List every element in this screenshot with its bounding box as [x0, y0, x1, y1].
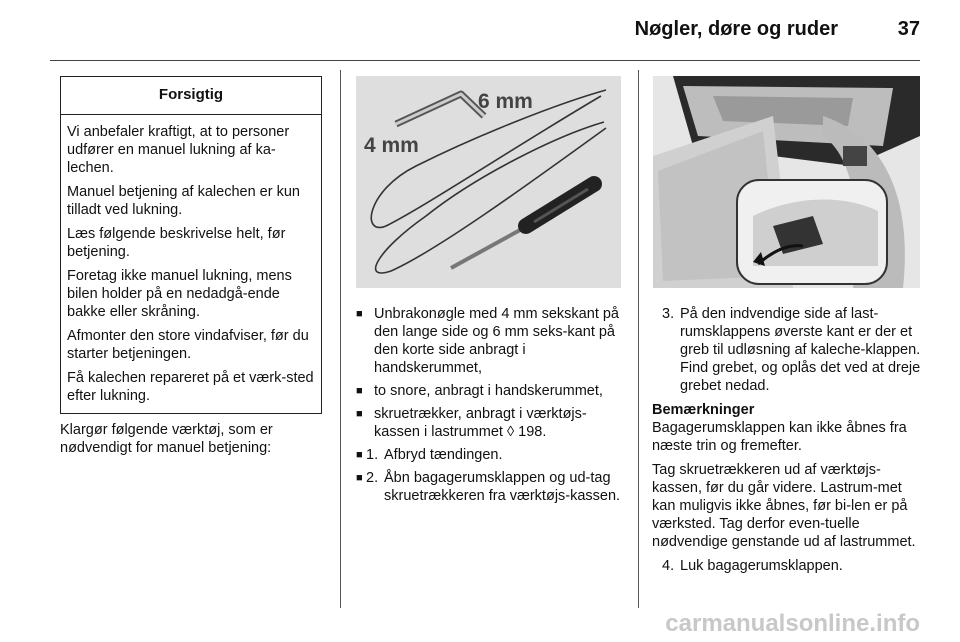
list-item: ■ skruetrækker, anbragt i værktøjs-kassen i lastrummet ◊ 198.	[356, 405, 631, 441]
step-number: ■ 1.	[366, 447, 379, 463]
column-separator-1	[340, 70, 341, 608]
tools-illustration	[356, 76, 621, 288]
notes-paragraph: Bagagerumsklappen kan ikke åbnes fra næste trin og fremefter.	[652, 420, 907, 454]
caution-paragraph: Læs følgende beskrivelse helt, før betjening.	[67, 226, 286, 260]
caution-paragraph: Foretag ikke manuel lukning, mens bilen holder på en nedadgå-ende bakke eller skråning.	[67, 268, 292, 320]
label-4mm: 4 mm	[364, 134, 419, 157]
caution-paragraph: Få kalechen repareret på et værk-sted efter lukning.	[67, 370, 314, 404]
trunk-illustration	[653, 76, 920, 288]
list-item: ■ Unbrakonøgle med 4 mm sekskant på den lange side og 6 mm seks-kant på den korte side anbragt i handskerummet,	[356, 305, 631, 377]
tools-figure	[356, 76, 621, 288]
caution-box	[60, 76, 322, 414]
header-rule	[50, 60, 920, 61]
notes-heading: Bemærkninger	[652, 402, 755, 418]
column-separator-2	[638, 70, 639, 608]
footer-watermark: carmanualsonline.info	[665, 610, 920, 637]
page-header-title: Nøgler, døre og ruder	[634, 18, 838, 40]
step-item	[652, 557, 922, 575]
step-item	[356, 469, 631, 505]
step-item	[652, 305, 922, 395]
step-number: ■ 2.	[366, 470, 379, 486]
steps-list	[652, 305, 922, 395]
caution-paragraph: Vi anbefaler kraftigt, at to personer udfører en manuel lukning af ka-lechen.	[67, 124, 290, 176]
hex-key-icon	[396, 94, 484, 124]
step-text: Afbryd tændingen.	[384, 447, 503, 463]
screwdriver-icon	[451, 184, 594, 268]
trunk-figure	[653, 76, 920, 288]
intro-text: Klargør følgende værktøj, som er nødvendigt for manuel betjening:	[60, 422, 273, 456]
step-item	[356, 446, 631, 464]
step-text: Åbn bagagerumsklappen og ud-tag skruetrækkeren fra værktøjs-kassen.	[384, 470, 621, 504]
label-6mm: 6 mm	[478, 90, 533, 113]
caution-body	[61, 115, 321, 413]
notes-paragraph: Tag skruetrækkeren ud af værktøjs-kassen, før du går videre. Lastrum-met kan muligvis ikke åbnes, før bi-len er på værksted. Tag derfor even-tuelle nødvendige genstande ud af lastrummet.	[652, 462, 916, 550]
tool-list	[356, 305, 631, 510]
list-item: ■ to snore, anbragt i handskerummet,	[356, 382, 631, 400]
steps-list	[652, 557, 922, 575]
caution-heading: Forsigtig	[61, 77, 321, 115]
caution-paragraph: Manuel betjening af kalechen er kun tilladt ved lukning.	[67, 184, 300, 218]
step-number: 3.	[662, 306, 675, 322]
step-text: På den indvendige side af last-rumsklappens øverste kant er der et greb til udløsning af kaleche-klappen. Find grebet, og oplås det ved at dreje grebet nedad.	[680, 306, 921, 394]
step-number: 4.	[662, 558, 675, 574]
steps-container	[356, 446, 631, 505]
steps-list	[356, 446, 631, 505]
page-number: 37	[897, 18, 920, 40]
caution-paragraph: Afmonter den store vindafviser, før du starter betjeningen.	[67, 328, 309, 362]
right-column	[652, 305, 922, 580]
step-text: Luk bagagerumsklappen.	[680, 558, 843, 574]
